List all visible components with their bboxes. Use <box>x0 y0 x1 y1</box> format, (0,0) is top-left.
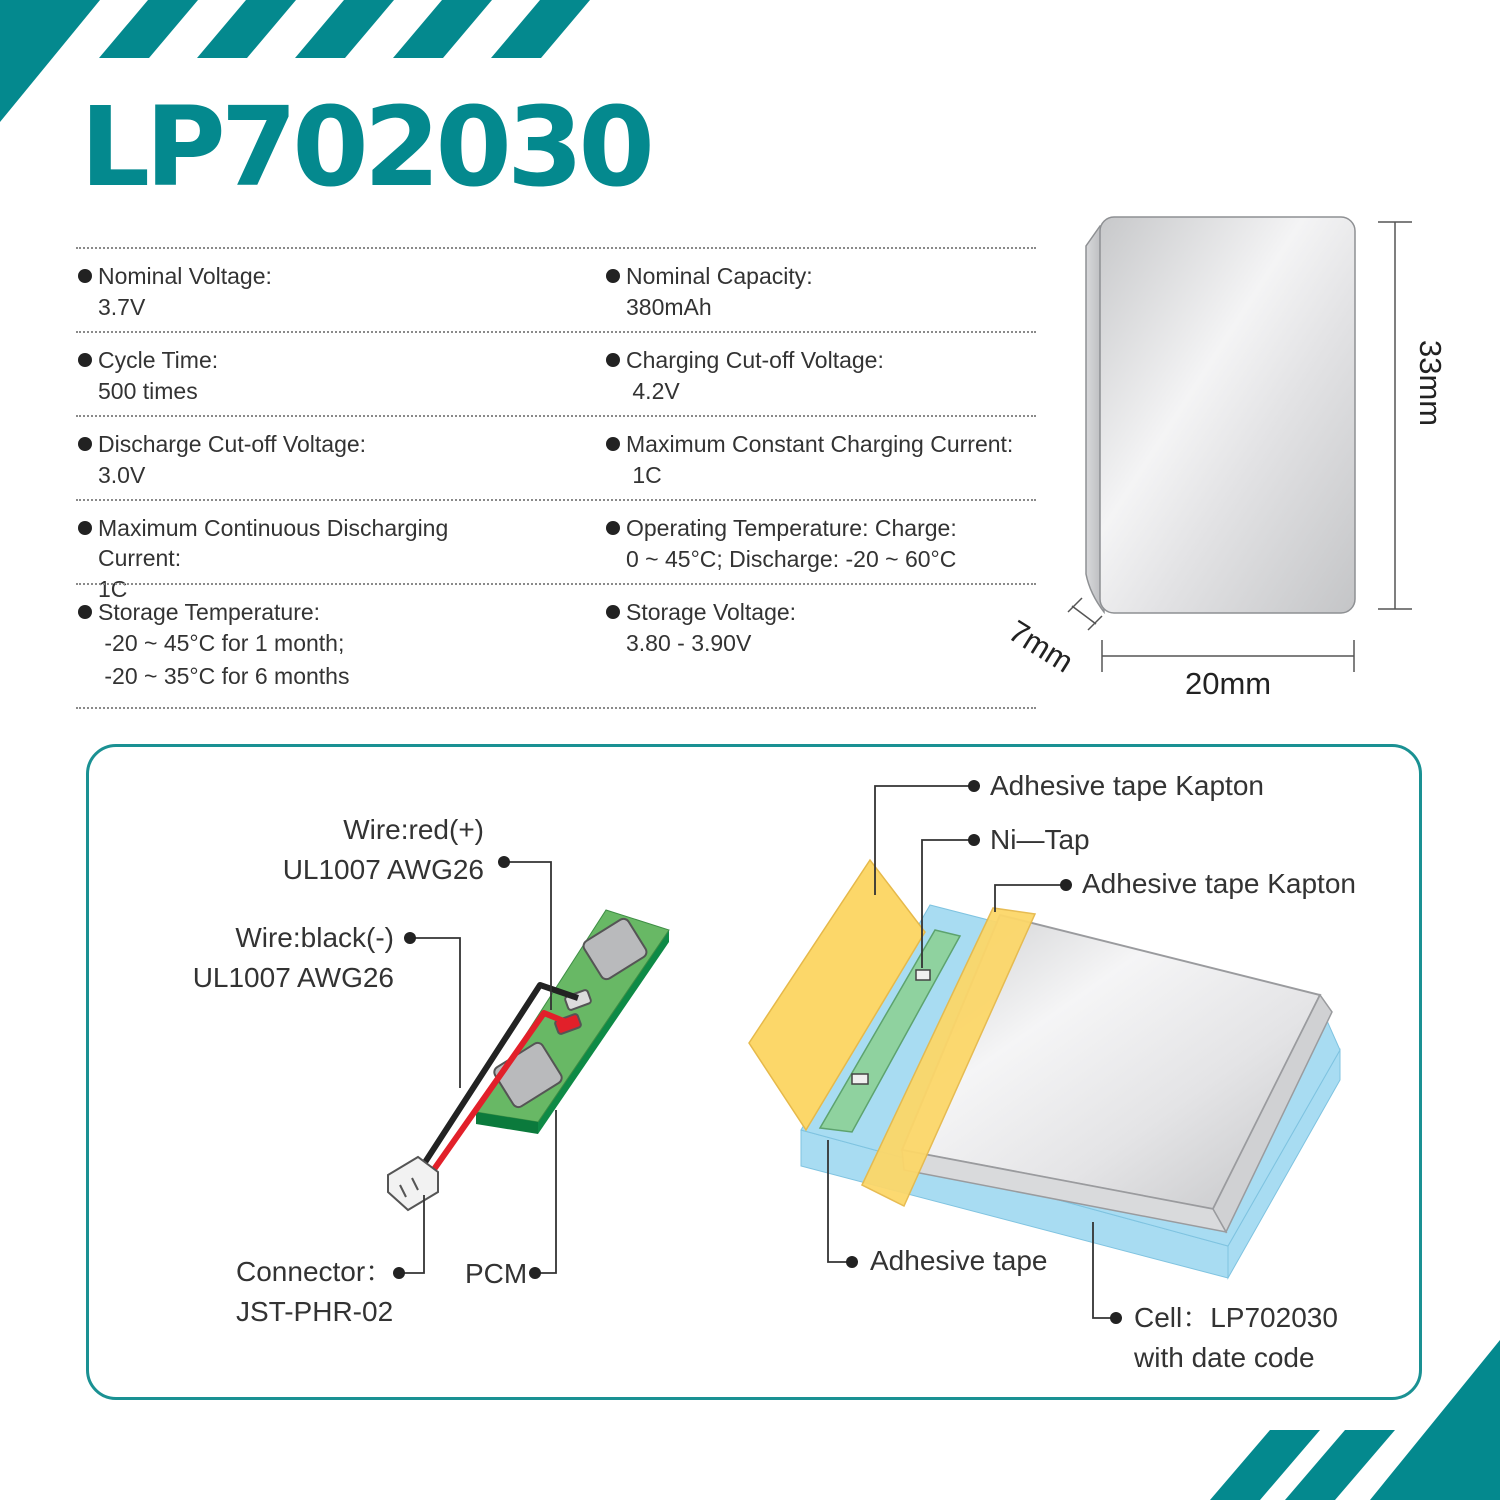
kapton-mid-label: Adhesive tape Kapton <box>1082 868 1356 899</box>
ni-tap-label: Ni—Tap <box>990 824 1090 855</box>
spec-label: Discharge Cut-off Voltage: <box>98 431 367 457</box>
spec-value: 1C <box>98 576 128 602</box>
spec-value: 3.7V <box>98 294 146 320</box>
spec-value: 4.2V <box>626 378 680 404</box>
spec-value: 380mAh <box>626 294 712 320</box>
spec-value: 1C <box>626 462 662 488</box>
wire-black-label: Wire:black(-) UL1007 AWG26 <box>192 922 394 993</box>
spec-value: -20 ~ 45°C for 1 month; -20 ~ 35°C for 6 months <box>104 630 350 689</box>
jst-connector <box>388 1157 438 1210</box>
spec-value: 3.80 - 3.90V <box>626 630 752 656</box>
spec-value: 3.0V <box>98 462 146 488</box>
kapton-top-label: Adhesive tape Kapton <box>990 770 1264 801</box>
adhesive-tape-label: Adhesive tape <box>870 1245 1048 1276</box>
battery-cell-assembly <box>749 860 1340 1278</box>
spec-label: Cycle Time: <box>98 347 219 373</box>
spec-label: Charging Cut-off Voltage: <box>626 347 884 373</box>
spec-label: Maximum Constant Charging Current: <box>626 431 1014 457</box>
pcm-board <box>476 910 669 1134</box>
depth-dimension-label: 7mm <box>1002 613 1080 680</box>
pcm-label: PCM <box>465 1258 528 1289</box>
spec-label: Storage Voltage: <box>626 599 797 625</box>
width-dimension-label: 20mm <box>1185 666 1272 701</box>
spec-label: Maximum Continuous Discharging Current: <box>98 515 449 571</box>
cell-label: Cell：LP702030 with date code <box>1134 1302 1338 1373</box>
spec-label: Nominal Capacity: <box>626 263 813 289</box>
spec-value: 0 ~ 45°C; Discharge: -20 ~ 60°C <box>626 546 957 572</box>
wire-red-label: Wire:red(+) UL1007 AWG26 <box>282 814 484 885</box>
connector-label: Connector： JST-PHR-02 <box>236 1256 394 1327</box>
spec-value: 500 times <box>98 378 198 404</box>
page-title: LP702030 <box>80 83 650 211</box>
height-dimension-label: 33mm <box>1413 340 1448 427</box>
spec-label: Nominal Voltage: <box>98 263 272 289</box>
spec-label: Storage Temperature: <box>98 599 321 625</box>
spec-label: Operating Temperature: Charge: <box>626 515 957 541</box>
